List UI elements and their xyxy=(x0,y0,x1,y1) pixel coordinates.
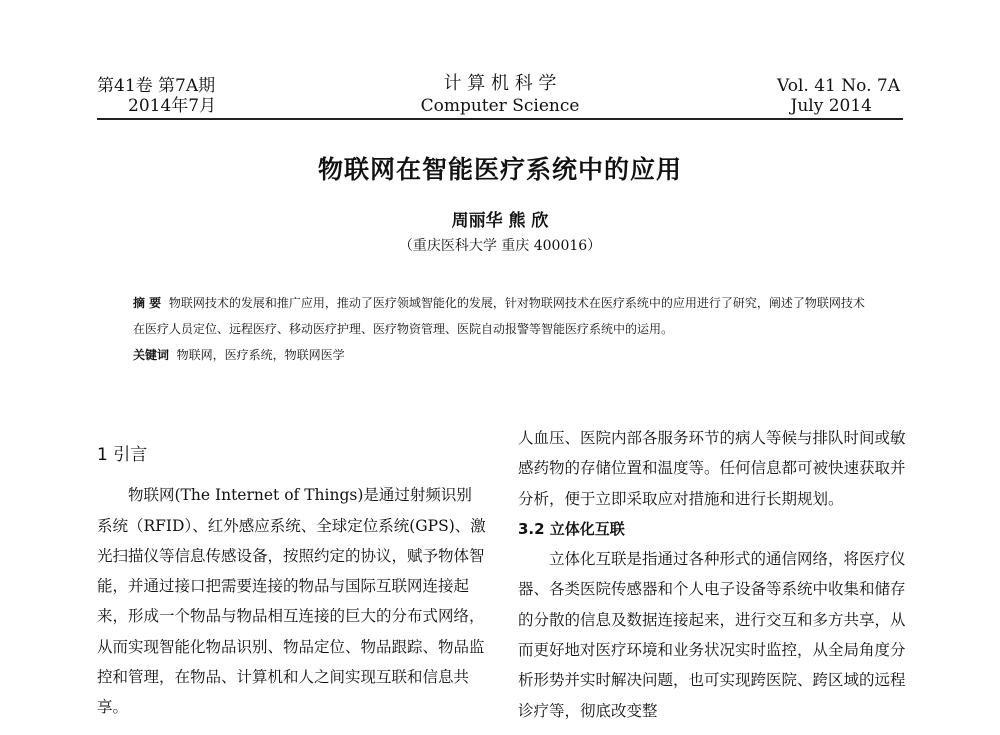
journal-name-cn: 计 算 机 科 学 xyxy=(443,73,557,94)
paper-title: 物联网在智能医疗系统中的应用 xyxy=(317,155,682,184)
right-paragraph-2: 立体化互联是指通过各种形式的通信网络，将医疗仪器、各类医院传感器和个人电子设备等系统中收集和储存的分散的信息及数据连接起来，进行交互和多方共享，从而更好地对医疗环境和业务状况实时监控，从全局角度分析形势并实时解决问题，也可实现跨医院、跨区域的远程诊疗等，彻底改变整 xyxy=(518,550,906,720)
header-rule xyxy=(97,118,903,120)
left-column xyxy=(97,440,487,723)
authors: 周丽华 熊 欣 xyxy=(451,211,549,231)
date-cn: 2014年7月 xyxy=(128,96,217,116)
journal-name-en: Computer Science xyxy=(420,96,580,116)
volume-issue-cn: 第41卷 第7A期 xyxy=(97,76,216,96)
date-en: July 2014 xyxy=(790,96,872,116)
abstract xyxy=(133,290,873,342)
keywords xyxy=(133,342,873,368)
keywords-text: 物联网，医疗系统，物联网医学 xyxy=(176,348,345,362)
intro-paragraph: 物联网(The Internet of Things)是通过射频识别系统（RFID）、红外感应系统、全球定位系统(GPS)、激光扫描仪等信息传感设备，按照约定的协议，赋予物体智能，并通过接口把需要连接的物品与国际互联网连接起来，形成一个物品与物品相互连接的巨大的分布式网络，从而实现智能化物品识别、物品定位、物品跟踪、物品监控和管理，在物品、计算机和人之间实现互联和信息共享。 xyxy=(97,486,486,717)
right-paragraph-1: 人血压、医院内部各服务环节的病人等候与排队时间或敏感药物的存储位置和温度等。任何信息都可被快速获取并分析，便于立即采取应对措施和进行长期规划。 xyxy=(518,429,906,508)
affiliation: （重庆医科大学 重庆 400016） xyxy=(398,238,602,254)
section-heading: 1 引言 xyxy=(97,445,148,465)
abstract-label: 摘 要 xyxy=(133,296,162,310)
subsection-heading: 3.2 立体化互联 xyxy=(518,519,625,538)
keywords-label: 关键词 xyxy=(133,348,170,362)
volume-issue-en: Vol. 41 No. 7A xyxy=(777,76,900,96)
right-column xyxy=(518,423,908,726)
abstract-text: 物联网技术的发展和推广应用，推动了医疗领域智能化的发展，针对物联网技术在医疗系统中的应用进行了研究，阐述了物联网技术在医疗人员定位、远程医疗、移动医疗护理、医疗物资管理、医院自动报警等智能医疗系统中的运用。 xyxy=(133,296,865,336)
abstract-block xyxy=(133,290,873,368)
